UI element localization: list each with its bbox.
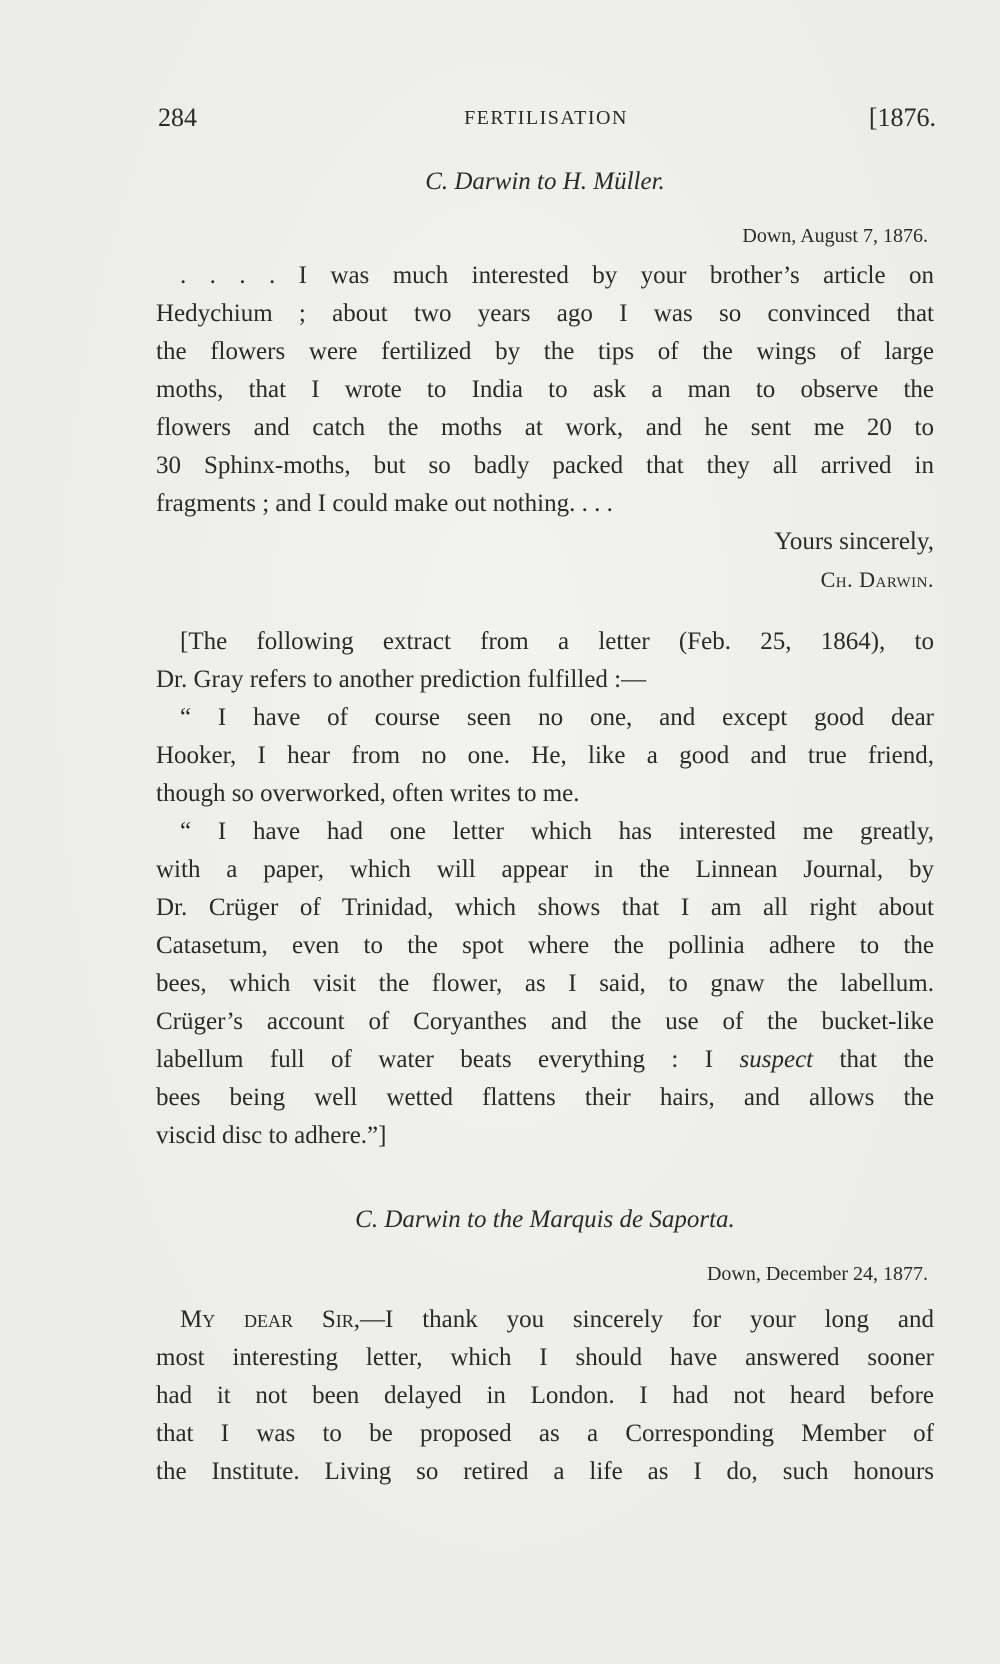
running-head: FERTILISATION xyxy=(464,107,628,129)
text-line: “ I have of course seen no one, and except good dear xyxy=(180,704,934,731)
text-line: though so overworked, often writes to me. xyxy=(156,780,580,807)
text-line: Catasetum, even to the spot where the pollinia adhere to the xyxy=(156,932,934,959)
text-line: bees being well wetted flattens their hairs, and allows the xyxy=(156,1084,934,1111)
letter-dateline: Down, December 24, 1877. xyxy=(706,1263,928,1285)
letter-heading: C. Darwin to H. Müller. xyxy=(425,168,665,195)
text-line: fragments ; and I could make out nothing. . . . xyxy=(156,490,613,517)
text-line: most interesting letter, which I should have answered sooner xyxy=(156,1344,934,1371)
italic-word: suspect xyxy=(739,1046,814,1073)
text-line: the Institute. Living so retired a life as I do, such honours xyxy=(156,1458,934,1485)
text-line: bees, which visit the flower, as I said, to gnaw the labellum. xyxy=(156,970,934,997)
text-line: the flowers were fertilized by the tips of the wings of large xyxy=(156,338,934,365)
text-segment: labellum full of water beats everything : I xyxy=(156,1046,714,1073)
page-number: 284 xyxy=(158,103,197,132)
text-segment: that the xyxy=(813,1046,935,1073)
text-line: had it not been delayed in London. I had not heard before xyxy=(156,1382,934,1409)
text-line-with-salutation xyxy=(180,1306,934,1334)
text-line-with-italic xyxy=(156,1046,934,1074)
text-line: that I was to be proposed as a Corresponding Member of xyxy=(156,1420,934,1447)
salutation: My dear Sir, xyxy=(180,1306,361,1333)
text-line: . . . . I was much interested by your brother’s article on xyxy=(180,262,934,289)
text-line: with a paper, which will appear in the Linnean Journal, by xyxy=(156,856,934,883)
text-line: flowers and catch the moths at work, and he sent me 20 to xyxy=(156,414,934,441)
text-line: Hedychium ; about two years ago I was so convinced that xyxy=(156,300,934,327)
text-line: 30 Sphinx-moths, but so badly packed that they all arrived in xyxy=(156,452,934,479)
text-line: “ I have had one letter which has interested me greatly, xyxy=(180,818,934,845)
letter-dateline: Down, August 7, 1876. xyxy=(742,225,928,247)
text-line: Dr. Crüger of Trinidad, which shows that I am all right about xyxy=(156,894,934,921)
text-line: moths, that I wrote to India to ask a man to observe the xyxy=(156,376,934,403)
letter-heading: C. Darwin to the Marquis de Saporta. xyxy=(355,1206,735,1233)
text-line: Crüger’s account of Coryanthes and the use of the bucket-like xyxy=(156,1008,934,1035)
text-segment: —I thank you sincerely for your long and xyxy=(360,1306,934,1333)
text-line: Hooker, I hear from no one. He, like a good and true friend, xyxy=(156,742,934,769)
letter-closing: Yours sincerely, xyxy=(774,528,934,555)
text-line: [The following extract from a letter (Feb. 25, 1864), to xyxy=(180,628,934,655)
letter-signature: Ch. Darwin. xyxy=(820,567,934,592)
header-year: [1876. xyxy=(868,103,936,132)
text-line: viscid disc to adhere.”] xyxy=(156,1122,387,1149)
text-line: Dr. Gray refers to another prediction fulfilled :— xyxy=(156,666,647,693)
page-header xyxy=(156,103,936,139)
